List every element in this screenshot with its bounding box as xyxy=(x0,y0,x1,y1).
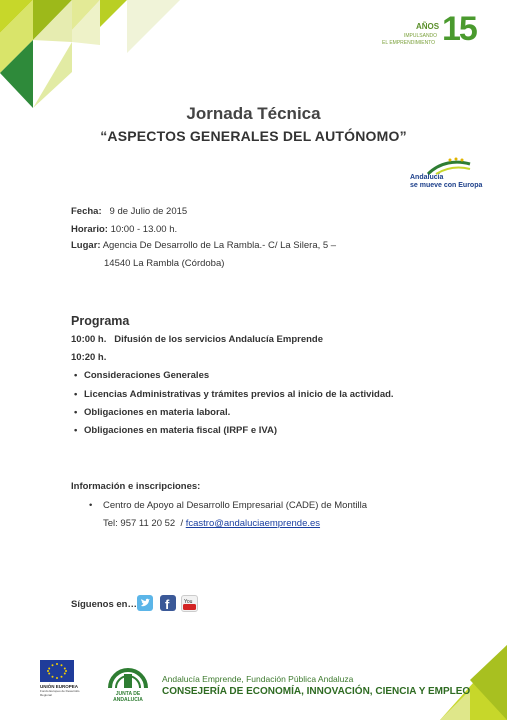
junta-logo xyxy=(102,656,154,703)
page-title: Jornada Técnica xyxy=(186,104,321,123)
place-value-2: 14540 La Rambla (Córdoba) xyxy=(104,258,225,269)
facebook-icon[interactable] xyxy=(160,595,176,611)
eu-logo-line2: Fondo Europeo de Desarrollo Regional xyxy=(40,689,80,697)
junta-arch-icon xyxy=(102,656,154,690)
social-label: Síguenos en… xyxy=(71,599,137,610)
anniversary-anos: AÑOS xyxy=(416,22,440,31)
date-label: Fecha: xyxy=(71,206,102,217)
programa-item: • Obligaciones en materia laboral. xyxy=(74,407,231,418)
andalucia-europa-line2: se mueve con Europa xyxy=(410,182,483,189)
contact-center: • Centro de Apoyo al Desarrollo Empresarial (CADE) de Montilla xyxy=(89,500,368,511)
date-value: 9 de Julio de 2015 xyxy=(109,206,188,217)
eu-logo xyxy=(40,660,80,697)
eu-logo-line1: UNIÓN EUROPEA xyxy=(40,684,79,689)
anniversary-line1: IMPULSANDO xyxy=(404,33,438,39)
footer-line-2: CONSEJERÍA DE ECONOMÍA, INNOVACIÓN, CIENCIA Y EMPLEO xyxy=(162,686,471,697)
page-subtitle: “ASPECTOS GENERALES DEL AUTÓNOMO” xyxy=(100,128,407,144)
anniversary-line2: EL EMPRENDIMIENTO xyxy=(382,40,436,46)
programa-line-2: 10:20 h. xyxy=(71,352,107,363)
event-date xyxy=(71,206,187,217)
place-label: Lugar: xyxy=(71,240,101,251)
programa-line-1: 10:00 h. Difusión de los servicios Andalucía Emprende xyxy=(71,334,324,345)
anniversary-logo xyxy=(380,10,480,56)
anniversary-number: 15 xyxy=(442,10,476,48)
junta-logo-text: JUNTA DE ANDALUCIA xyxy=(113,691,143,703)
contact-tel xyxy=(103,518,320,529)
programa-heading: Programa xyxy=(71,314,130,328)
contact-heading: Información e inscripciones: xyxy=(71,481,201,492)
programa-item-text: Obligaciones en materia laboral. xyxy=(84,407,231,418)
place-value-1: Agencia De Desarrollo de La Rambla.- C/ La Silera, 5 – xyxy=(102,240,337,251)
andalucia-europa-logo xyxy=(408,156,483,192)
eu-flag-icon xyxy=(40,660,74,682)
programa-item-text: Licencias Administrativas y trámites previos al inicio de la actividad. xyxy=(84,389,394,400)
andalucia-europa-swoosh-icon xyxy=(426,156,472,176)
event-time xyxy=(71,224,177,235)
time-label: Horario: xyxy=(71,224,108,235)
programa-item-text: Consideraciones Generales xyxy=(84,370,210,381)
time-value: 10:00 - 13.00 h. xyxy=(110,224,178,235)
svg-text:f: f xyxy=(165,597,170,611)
contact-email-link[interactable]: fcastro@andaluciaemprende.es xyxy=(185,518,321,529)
contact-center-text: Centro de Apoyo al Desarrollo Empresarial (CADE) de Montilla xyxy=(103,500,368,511)
programa-item: • Licencias Administrativas y trámites previos al inicio de la actividad. xyxy=(74,389,394,400)
svg-text:You: You xyxy=(184,599,193,605)
programa-item: • Obligaciones en materia fiscal (IRPF e IVA) xyxy=(74,425,278,436)
programa-item-text: Obligaciones en materia fiscal (IRPF e IVA) xyxy=(84,425,278,436)
programa-item: • Consideraciones Generales xyxy=(74,370,210,381)
twitter-icon[interactable] xyxy=(137,595,153,611)
youtube-icon[interactable] xyxy=(181,595,198,612)
contact-tel-text: Tel: 957 11 20 52 / xyxy=(103,518,186,529)
event-place xyxy=(71,240,336,251)
footer-line-1: Andalucía Emprende, Fundación Pública Andaluza xyxy=(162,674,354,684)
andalucia-europa-line1: Andalucía xyxy=(410,174,444,181)
